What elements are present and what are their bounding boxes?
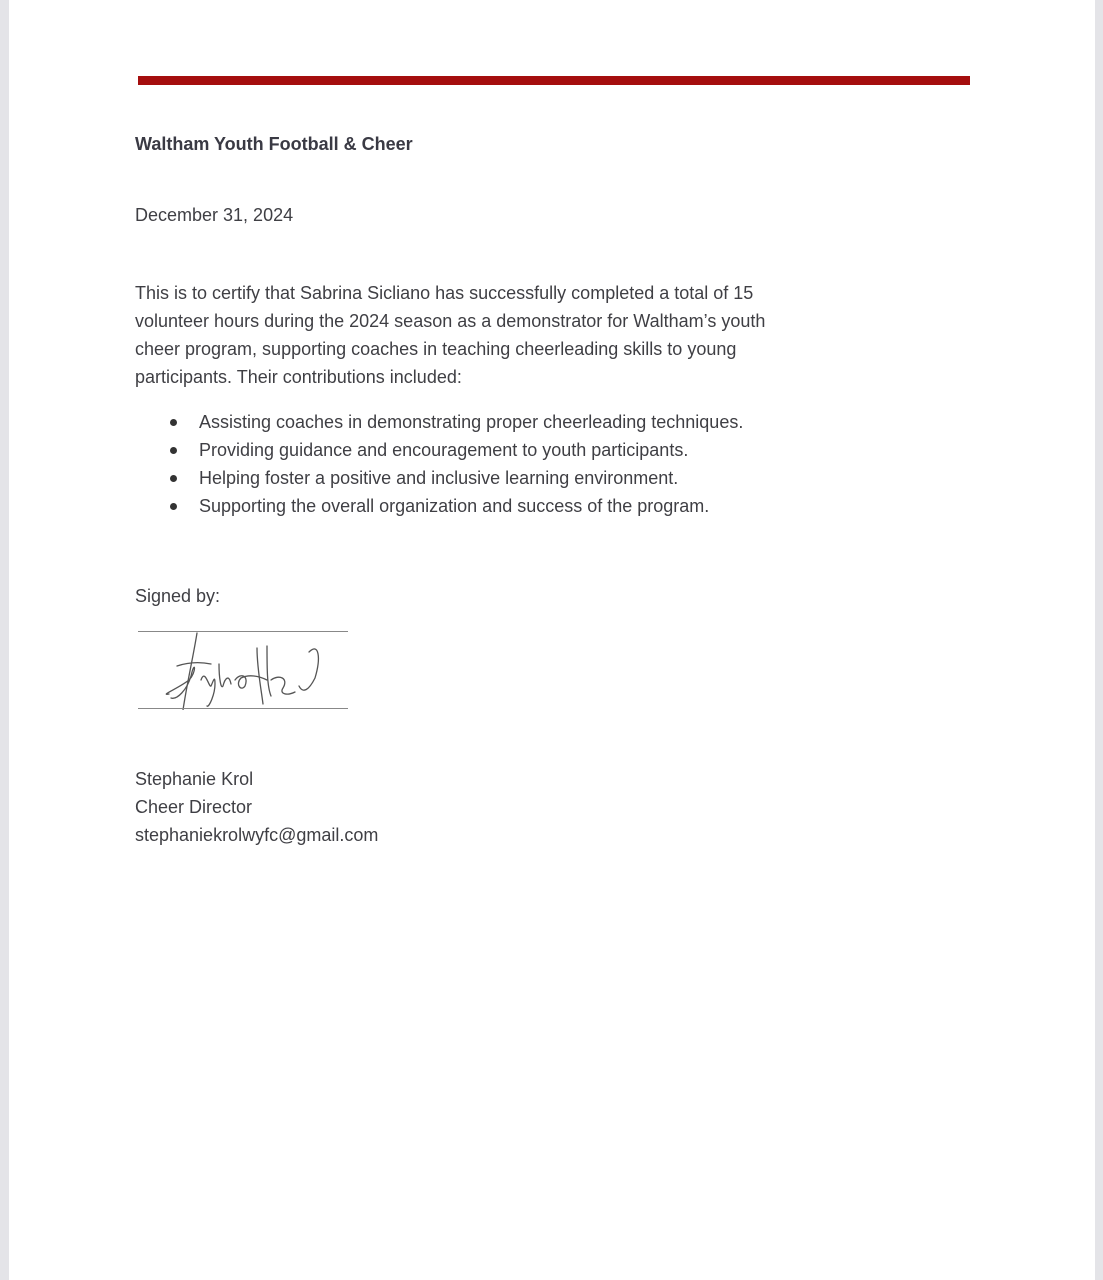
handwritten-signature [149,628,339,710]
signed-by-label: Signed by: [135,586,221,606]
signer-email: stephaniekrolwyfc@gmail.com [135,825,379,845]
signer-title: Cheer Director [135,797,253,817]
document-page [9,0,1095,1280]
signature-bottom-line [138,708,348,709]
signer-name: Stephanie Krol [135,769,254,789]
signer-block [135,765,378,849]
organization-name: Waltham Youth Football & Cheer [135,134,413,154]
list-item: Assisting coaches in demonstrating proper cheerleading techniques. [135,408,743,436]
certification-paragraph: This is to certify that Sabrina Sicliano has successfully completed a total of 15 volunteer hours during the 2024 season as a demonstrator for Waltham’s youth cheer program, supporting coaches in teaching cheerleading skills to young participants. Their contributions included: [135,283,766,387]
list-item: Providing guidance and encouragement to youth participants. [135,436,743,464]
letter-date: December 31, 2024 [135,205,294,225]
list-item: Helping foster a positive and inclusive learning environment. [135,464,743,492]
list-item: Supporting the overall organization and success of the program. [135,492,743,520]
header-accent-rule [138,76,970,85]
contributions-list [135,408,743,520]
